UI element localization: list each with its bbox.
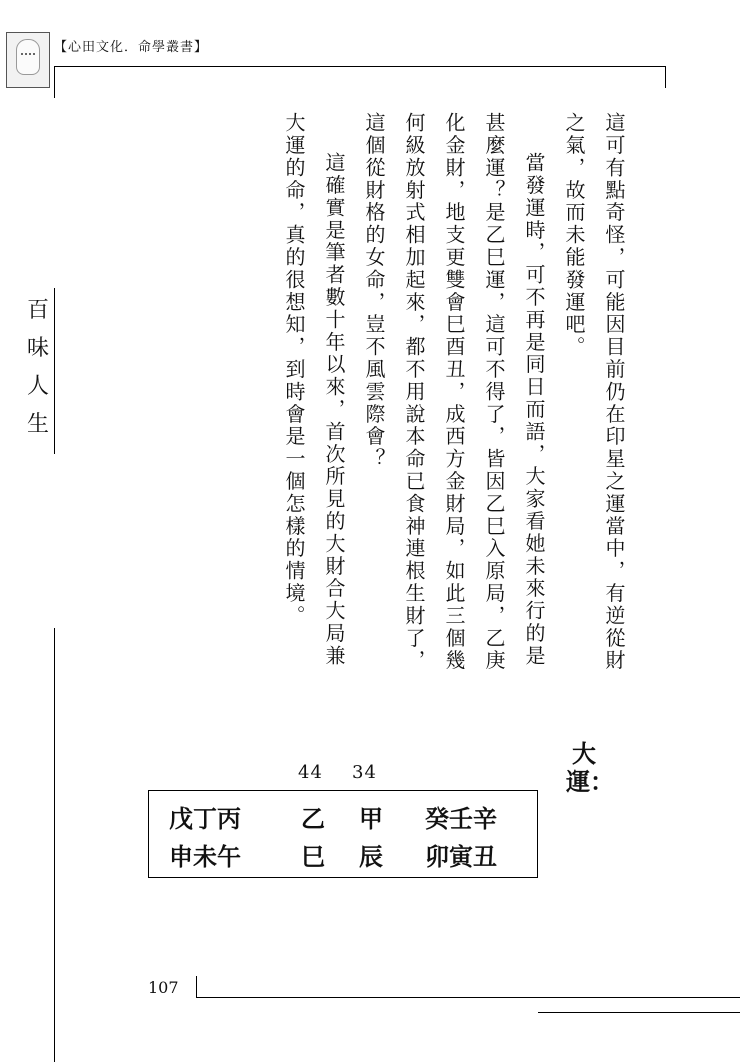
paragraph: 這可有點奇怪，可能因目前仍在印星之運當中，有逆從財之氣，故而未能發運吧。 bbox=[562, 112, 626, 672]
branches-row bbox=[169, 837, 529, 871]
logo bbox=[6, 32, 50, 88]
footer-rule bbox=[196, 997, 740, 998]
portrait-eyes-icon bbox=[21, 53, 35, 58]
page-number: 107 bbox=[148, 978, 179, 997]
footer-rule-lower bbox=[538, 1012, 740, 1013]
luck-label: 大運： bbox=[566, 740, 614, 796]
branch-group: 申未午 bbox=[169, 843, 241, 871]
stem-group: 甲 bbox=[359, 805, 383, 833]
series-title: 【心田文化．命學叢書】 bbox=[54, 40, 209, 55]
paragraph: 當發運時，可不再是同日而語，大家看她未來行的是甚麼運？是乙巳運，這可不得了，皆因乙巳入原局，乙庚化金財，地支更雙會巳酉丑，成西方金財局，如此三個幾何級放射式相加起來，都不用說本命已食神連根生財了，這個從財格的女命，豈不風雲際會？ bbox=[362, 112, 546, 672]
stems-row bbox=[169, 799, 529, 833]
body-text bbox=[186, 112, 634, 672]
header-rule-left bbox=[54, 66, 55, 98]
side-rule-lower bbox=[54, 628, 55, 1062]
header-rule-right bbox=[665, 66, 666, 88]
branch-group: 卯寅丑 bbox=[425, 843, 497, 871]
luck-chart bbox=[148, 790, 538, 878]
footer-rule-left bbox=[196, 976, 197, 998]
paragraph: 這確實是筆者數十年以來，首次所見的大財合大局兼大運的命，真的很想知，到時會是一個怎樣的情境。 bbox=[282, 112, 346, 668]
stem-group: 乙 bbox=[301, 805, 325, 833]
luck-age: 34 bbox=[352, 762, 377, 783]
stem-group: 戊丁丙 bbox=[169, 805, 241, 833]
chapter-side-title: 百味人生 bbox=[26, 298, 49, 437]
side-rule bbox=[54, 288, 55, 454]
branch-group: 辰 bbox=[359, 843, 383, 871]
header-rule bbox=[54, 66, 666, 67]
stem-group: 癸壬辛 bbox=[425, 805, 497, 833]
branch-group: 巳 bbox=[301, 843, 325, 871]
luck-age: 44 bbox=[298, 762, 323, 783]
